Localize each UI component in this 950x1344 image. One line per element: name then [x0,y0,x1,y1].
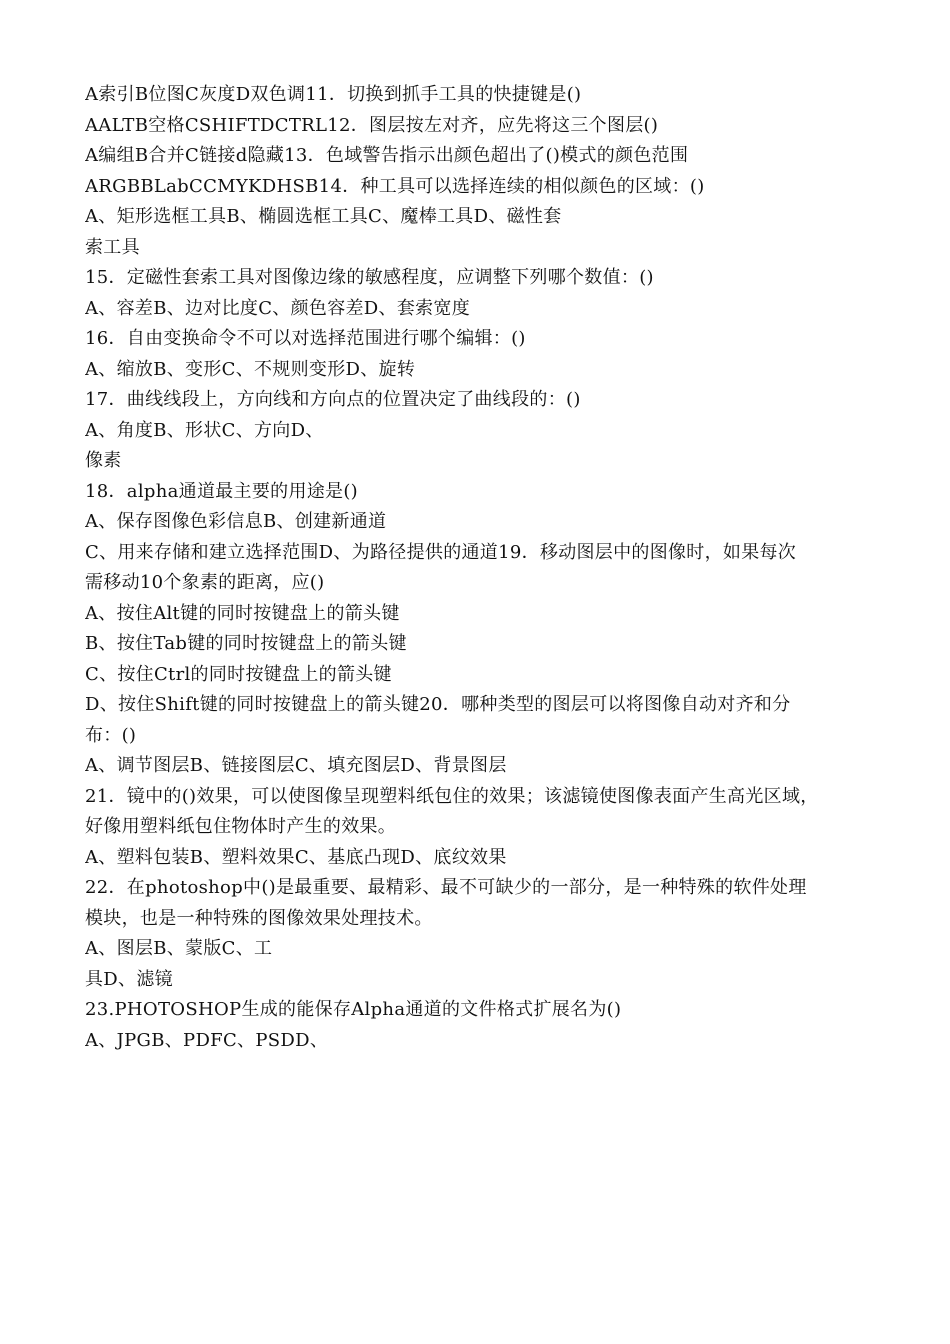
text-line: A、保存图像色彩信息B、创建新通道 [85,511,387,532]
text-line: 21．镜中的()效果，可以使图像呈现塑料纸包住的效果；该滤镜使图像表面产生高光区域， [85,785,819,807]
text-line: B、按住Tab键的同时按键盘上的箭头键 [85,633,407,654]
text-line: C、按住Ctrl的同时按键盘上的箭头键 [85,663,392,685]
text-line: 23.PHOTOSHOP生成的能保存Alpha通道的文件格式扩展名为() [85,999,622,1020]
text-line: 22．在photoshop中()是最重要、最精彩、最不可缺少的一部分，是一种特殊的软件处理 [85,877,807,898]
text-line: A、塑料包装B、塑料效果C、基底凸现D、底纹效果 [85,846,507,868]
text-line: 16．自由变换命令不可以对选择范围进行哪个编辑：() [85,328,526,349]
text-line: A、按住Alt键的同时按键盘上的箭头键 [85,602,400,624]
text-line: 15．定磁性套索工具对图像边缘的敏感程度，应调整下列哪个数值：() [85,267,654,288]
text-line: A、调节图层B、链接图层C、填充图层D、背景图层 [85,755,507,776]
text-line: 需移动10个象素的距离，应() [85,572,325,593]
text-line: A索引B位图C灰度D双色调11．切换到抓手工具的快捷键是() [85,84,582,105]
text-line: 布：() [85,724,137,746]
text-line: 模块，也是一种特殊的图像效果处理技术。 [85,907,433,929]
text-line: C、用来存储和建立选择范围D、为路径提供的通道19．移动图层中的图像时，如果每次 [85,541,797,563]
text-line: 像素 [85,450,122,471]
text-line: ARGBBLabCCMYKDHSB14．种工具可以选择连续的相似颜色的区域：() [85,175,705,197]
text-line: A、缩放B、变形C、不规则变形D、旋转 [85,358,416,380]
text-line: A、图层B、蒙版C、工 [85,938,273,959]
text-line: 具D、滤镜 [85,968,173,990]
document-body [85,80,895,1056]
text-line: A、容差B、边对比度C、颜色容差D、套索宽度 [85,297,471,319]
text-line: A、矩形选框工具B、椭圆选框工具C、魔棒工具D、磁性套 [85,206,562,227]
text-line: A、角度B、形状C、方向D、 [85,419,324,441]
text-line: AALTB空格CSHIFTDCTRL12．图层按左对齐，应先将这三个图层() [85,114,659,136]
text-line: A编组B合并C链接d隐藏13．色域警告指示出颜色超出了()模式的颜色范围 [85,145,689,166]
text-line: A、JPGB、PDFC、PSDD、 [85,1029,329,1051]
text-line: 18．alpha通道最主要的用途是() [85,480,358,502]
text-line: 索工具 [85,236,140,258]
text-line: 好像用塑料纸包住物体时产生的效果。 [85,816,397,837]
text-line: 17．曲线线段上，方向线和方向点的位置决定了曲线段的：() [85,389,581,410]
text-line: D、按住Shift键的同时按键盘上的箭头键20．哪种类型的图层可以将图像自动对齐和分 [85,694,791,715]
